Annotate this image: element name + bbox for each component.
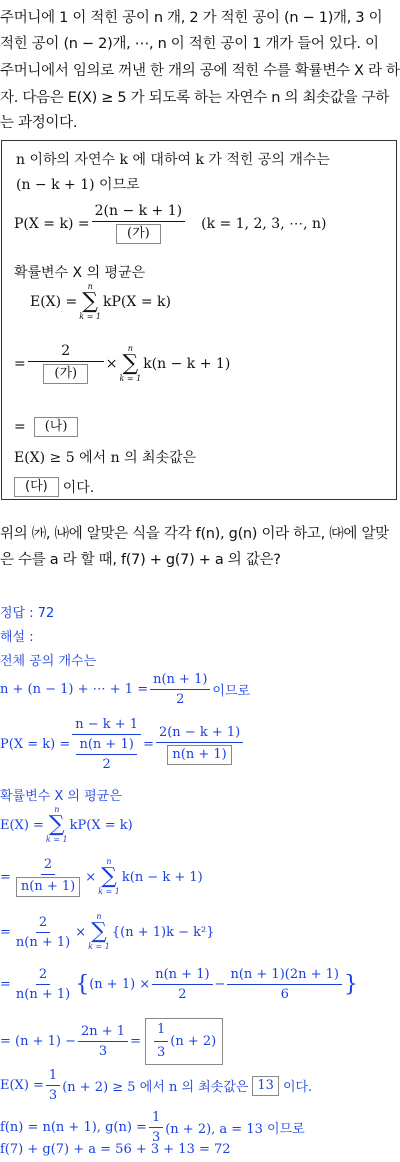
ex-lhs: E(X) =: [30, 294, 78, 310]
blank-da: (다): [14, 477, 59, 497]
answer-da-box: 13: [252, 1076, 279, 1096]
prob-fraction: [92, 203, 186, 244]
answer-label: 정답 : 72: [0, 606, 55, 621]
ex2-fraction: $\frac{2}{\text{(가)}}$: [28, 343, 104, 384]
answer-l3: = $\frac{2}{n(n + 1)}$ { (n + 1) × $\frac{n(n + 1)}{2}$ − $\frac{n(n + 1)(2n + 1)}{6}$ }: [0, 967, 358, 1002]
blank-na: (나): [34, 417, 79, 437]
prob-formula: [14, 203, 327, 244]
sigma-symbol: n ∑ k = 1: [119, 343, 142, 383]
sigma-symbol: n ∑ k = 1: [98, 857, 120, 896]
question-line: 는 과정이다.: [0, 115, 78, 131]
blank-ga-2: (가): [43, 364, 88, 384]
question-line: 주머니에 1 이 적힌 공이 n 개, 2 가 적힌 공이 (n − 1)개, 3 이: [0, 10, 383, 26]
sigma-symbol: n ∑ k = 1: [79, 282, 102, 321]
answer-ga-box: n(n + 1): [167, 745, 231, 765]
question-line: 주머니에서 임의로 꺼낸 한 개의 공에 적힌 수를 확률변수 X 라 하: [0, 63, 400, 79]
ex-line2: = $\frac{2}{\text{(가)}}$ × n ∑ k = 1 k(n − k + 1): [14, 343, 231, 383]
box-cond-line: E(X) ≥ 5 에서 n 의 최솟값은: [14, 450, 197, 466]
prob-answer-line: P(X = k) = $\frac{n - k + 1}{\frac{n(n + 1)}{2}}$ = $\frac{2(n - k + 1)}{n(n + 1)}$: [0, 717, 245, 772]
question-line: 적힌 공이 (n − 2)개, ⋯, n 이 적힌 공이 1 개가 들어 있다. 이: [0, 36, 379, 52]
prompt-line1: 위의 ㈎, ㈏에 알맞은 식을 각각 f(n), g(n) 이라 하고, ㈐에 알맞: [0, 526, 389, 542]
prob-numerator: 2(n − k + 1): [92, 203, 186, 222]
answer-na-box: $\frac{1}{3}$ (n + 2): [145, 1018, 223, 1065]
prob-lhs: P(X = k) =: [14, 215, 90, 232]
answer-fg: f(n) = n(n + 1), g(n) = $\frac{1}{3}$ (n + 2), a = 13 이므로: [0, 1110, 305, 1145]
answer-cond: E(X) = $\frac{1}{3}$ (n + 2) ≥ 5 에서 n 의 최솟값은 13 이다.: [0, 1068, 313, 1103]
answer-mean-label: 확률변수 X 의 평균은: [0, 789, 122, 804]
box-intro-line1: n 이하의 자연수 k 에 대하여 k 가 적힌 공의 개수는: [16, 152, 330, 168]
answer-ex-line: E(X) = n ∑ k = 1 kP(X = k): [0, 805, 133, 844]
box-final-line: (다) 이다.: [14, 477, 94, 497]
ex-line3: = (나): [14, 417, 78, 437]
derivation-box: [1, 140, 397, 500]
box-intro-line2: (n − k + 1) 이므로: [16, 177, 140, 193]
total-label: 전체 공의 개수는: [0, 654, 97, 669]
answer-final: f(7) + g(7) + a = 56 + 3 + 13 = 72: [0, 1142, 231, 1157]
ex-formula: [30, 283, 171, 321]
box-mean-label: 확률변수 X 의 평균은: [14, 265, 146, 281]
prob-range: (k = 1, 2, 3, ⋯, n): [201, 215, 327, 232]
sum-line: n + (n − 1) + ⋯ + 1 = $\frac{n(n + 1)}{2}$ 이므로: [0, 672, 251, 707]
answer-l2: = $\frac{2}{n(n + 1)}$ × n ∑ k = 1 {(n + 1)k − k²}: [0, 912, 215, 951]
blank-ga: (가): [116, 224, 161, 244]
question-line: 자. 다음은 E(X) ≥ 5 가 되도록 하는 자연수 n 의 최솟값을 구하: [0, 90, 390, 106]
ex-sum-body: kP(X = k): [103, 294, 171, 310]
sigma-symbol: n ∑ k = 1: [45, 805, 68, 844]
sigma-symbol: n ∑ k = 1: [88, 912, 110, 951]
explanation-label: 해설 :: [0, 630, 34, 645]
answer-l1: = $\frac{2}{n(n + 1)}$ × n ∑ k = 1 k(n − k + 1): [0, 857, 203, 896]
answer-l4: = (n + 1) − $\frac{2n + 1}{3}$ = $\frac{1}{3}$ (n + 2): [0, 1018, 223, 1065]
prompt-line2: 은 수를 a 라 할 때, f(7) + g(7) + a 의 값은?: [0, 552, 281, 568]
